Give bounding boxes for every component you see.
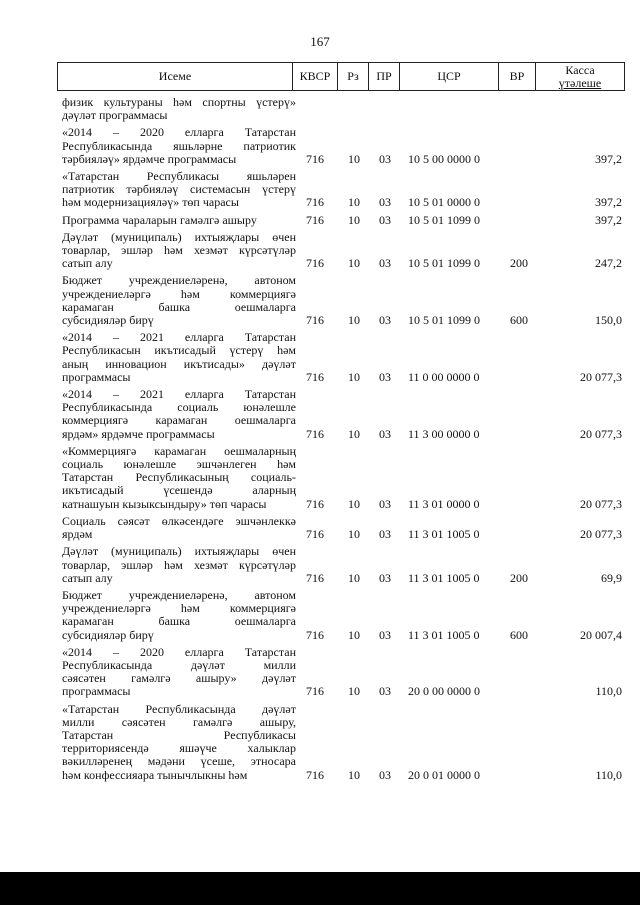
header-pr: ПР xyxy=(369,63,400,91)
cell-pr: 03 xyxy=(379,256,391,271)
row-name-line: Республикасында дәүләт милли xyxy=(62,657,296,672)
header-name: Исеме xyxy=(58,63,293,91)
cell-kassa: 20 077,3 xyxy=(580,426,622,441)
table-row xyxy=(62,331,628,384)
row-name-line: учреждениеләргә һәм коммерциягә xyxy=(62,601,296,616)
table-row xyxy=(62,589,628,642)
cell-csr: 10 5 01 1099 0 xyxy=(408,256,480,271)
cell-pr: 03 xyxy=(379,527,391,542)
cell-csr: 11 3 01 1005 0 xyxy=(408,570,480,585)
row-name-line: «Татарстан Республикасында дәүләт xyxy=(62,701,296,716)
cell-pr: 03 xyxy=(379,684,391,699)
row-name-line: Бюджет учреждениеләренә, автоном xyxy=(62,587,296,602)
row-name-line: «Татарстан Республикасы яшьләрен xyxy=(62,169,296,184)
cell-csr: 20 0 00 0000 0 xyxy=(408,684,480,699)
row-name-line: Татарстан Республикасының социаль- xyxy=(62,470,296,485)
cell-rz: 10 xyxy=(348,195,360,210)
scan-bottom-border xyxy=(0,872,640,905)
cell-kvsr: 716 xyxy=(306,627,324,642)
table-row xyxy=(62,445,628,511)
row-name-line: «2014 – 2021 елларга Татарстан xyxy=(62,387,296,402)
cell-kassa: 20 077,3 xyxy=(580,496,622,511)
cell-kassa: 110,0 xyxy=(595,767,622,782)
cell-kvsr: 716 xyxy=(306,767,324,782)
cell-csr: 10 5 01 1099 0 xyxy=(408,212,480,227)
table-body xyxy=(62,96,628,782)
row-name-line: Программа чараларын гамәлгә ашыру xyxy=(62,212,257,227)
cell-vr: 600 xyxy=(510,627,528,642)
row-name xyxy=(62,703,296,782)
row-name xyxy=(62,331,296,384)
row-name-line: территориясендә яшәүче халыклар xyxy=(62,741,296,756)
row-name-line: физик культураны һәм спортны үстерү» xyxy=(62,95,296,109)
row-name-line: Бюджет учреждениеләренә, автоном xyxy=(62,273,296,288)
row-name-line: товарлар, эшләр һәм хезмәт күрсәтүләр xyxy=(62,243,296,258)
row-name-line: «2014 – 2020 елларга Татарстан xyxy=(62,644,296,659)
cell-kvsr: 716 xyxy=(306,426,324,441)
row-name-line: социаль юнәлешле эшчәнлеген һәм xyxy=(62,457,296,472)
row-name-line: учреждениеләргә һәм коммерциягә xyxy=(62,286,296,301)
table-row xyxy=(62,703,628,782)
table-row xyxy=(62,515,628,541)
row-name-line: «2014 – 2021 елларга Татарстан xyxy=(62,330,296,345)
cell-csr: 10 5 01 1099 0 xyxy=(408,313,480,328)
row-name xyxy=(62,646,296,699)
table-row xyxy=(62,274,628,327)
row-name-line: сатып алу xyxy=(62,256,113,271)
cell-csr: 10 5 01 0000 0 xyxy=(408,195,480,210)
cell-pr: 03 xyxy=(379,570,391,585)
row-name xyxy=(62,214,296,227)
cell-csr: 11 3 01 0000 0 xyxy=(408,496,480,511)
cell-kassa: 150,0 xyxy=(595,313,622,328)
row-name xyxy=(62,274,296,327)
header-kassa-line2: үтәлеше xyxy=(558,75,602,90)
header-kassa xyxy=(536,63,625,91)
cell-pr: 03 xyxy=(379,496,391,511)
cell-kassa: 397,2 xyxy=(595,195,622,210)
row-name-line: вәкилләренең мәдәни үсеше, этносара xyxy=(62,754,296,769)
cell-kassa: 247,2 xyxy=(595,256,622,271)
row-name-line: һәм конфессияара тынычлыкны һәм xyxy=(62,767,248,782)
cell-kvsr: 716 xyxy=(306,527,324,542)
cell-kassa: 397,2 xyxy=(595,212,622,227)
cell-kvsr: 716 xyxy=(306,496,324,511)
row-name-line: программасы xyxy=(62,369,131,384)
cell-kvsr: 716 xyxy=(306,684,324,699)
table-row xyxy=(62,545,628,585)
row-name xyxy=(62,126,296,166)
row-name-line: Республикасын икътисадый үстерү һәм xyxy=(62,343,296,358)
cell-vr: 200 xyxy=(510,256,528,271)
table-row xyxy=(62,96,628,122)
row-name-line: патриотик тәрбияләү системасын үстерү xyxy=(62,182,296,197)
table-row xyxy=(62,126,628,166)
header-kvsr: КВСР xyxy=(293,63,338,91)
cell-csr: 20 0 01 0000 0 xyxy=(408,767,480,782)
row-name-line: сатып алу xyxy=(62,570,113,585)
row-name-line: карамаган башка оешмаларга xyxy=(62,614,296,629)
row-name xyxy=(62,170,296,210)
table-row xyxy=(62,231,628,271)
row-name-line: программасы xyxy=(62,684,131,699)
row-name-line: милли сәясәтен гамәлгә ашыру, xyxy=(62,714,296,729)
row-name-line: катнашуын кызыксындыру» төп чарасы xyxy=(62,496,267,511)
cell-pr: 03 xyxy=(379,212,391,227)
cell-rz: 10 xyxy=(348,313,360,328)
cell-pr: 03 xyxy=(379,767,391,782)
cell-rz: 10 xyxy=(348,627,360,642)
cell-rz: 10 xyxy=(348,527,360,542)
header-csr: ЦСР xyxy=(400,63,499,91)
cell-rz: 10 xyxy=(348,256,360,271)
cell-rz: 10 xyxy=(348,151,360,166)
cell-rz: 10 xyxy=(348,570,360,585)
row-name-line: Республикасында яшьләрне патриотик xyxy=(62,138,296,153)
cell-kassa: 20 077,3 xyxy=(580,369,622,384)
row-name-line: Дәүләт (муниципаль) ихтыяҗлары өчен xyxy=(62,544,296,559)
row-name xyxy=(62,388,296,441)
row-name-line: «2014 – 2020 елларга Татарстан xyxy=(62,125,296,140)
cell-csr: 11 0 00 0000 0 xyxy=(408,369,480,384)
cell-kassa: 110,0 xyxy=(595,684,622,699)
row-name-line: Дәүләт (муниципаль) ихтыяҗлары өчен xyxy=(62,229,296,244)
row-name xyxy=(62,231,296,271)
row-name xyxy=(62,545,296,585)
cell-kvsr: 716 xyxy=(306,570,324,585)
row-name-line: субсидияләр бирү xyxy=(62,627,154,642)
row-name-line: субсидияләр бирү xyxy=(62,313,154,328)
cell-rz: 10 xyxy=(348,767,360,782)
row-name-line: һәм модернизацияләү» төп чарасы xyxy=(62,195,239,210)
cell-kassa: 397,2 xyxy=(595,151,622,166)
row-name-line: Республикасында социаль юнәлешле xyxy=(62,400,296,415)
row-name-line: карамаган башка оешмаларга xyxy=(62,299,296,314)
row-name xyxy=(62,515,296,541)
cell-rz: 10 xyxy=(348,369,360,384)
cell-kvsr: 716 xyxy=(306,369,324,384)
header-vr: ВР xyxy=(499,63,536,91)
cell-kvsr: 716 xyxy=(306,212,324,227)
cell-rz: 10 xyxy=(348,496,360,511)
cell-pr: 03 xyxy=(379,151,391,166)
header-kassa-line1: Касса xyxy=(565,62,595,77)
table-header xyxy=(57,62,625,91)
row-name xyxy=(62,96,296,122)
row-name-line: ярдәм xyxy=(62,527,93,542)
cell-csr: 11 3 01 1005 0 xyxy=(408,527,480,542)
table-row xyxy=(62,214,628,227)
cell-pr: 03 xyxy=(379,313,391,328)
row-name-line: аның инновацион икътисады» дәүләт xyxy=(62,356,296,371)
cell-pr: 03 xyxy=(379,195,391,210)
cell-kassa: 69,9 xyxy=(601,570,622,585)
page-number: 167 xyxy=(310,34,330,49)
table-row xyxy=(62,388,628,441)
row-name-line: ярдәм» ярдәмче программасы xyxy=(62,426,215,441)
cell-rz: 10 xyxy=(348,212,360,227)
cell-kvsr: 716 xyxy=(306,195,324,210)
row-name-line: икътисадый үсешендә аларның xyxy=(62,483,296,498)
row-name xyxy=(62,445,296,511)
cell-pr: 03 xyxy=(379,369,391,384)
cell-pr: 03 xyxy=(379,627,391,642)
row-name-line: коммерциягә карамаган оешмаларга xyxy=(62,413,296,428)
cell-vr: 200 xyxy=(510,570,528,585)
table-row xyxy=(62,646,628,699)
cell-kvsr: 716 xyxy=(306,151,324,166)
row-name-line: «Коммерциягә карамаган оешмаларның xyxy=(62,443,296,458)
row-name xyxy=(62,589,296,642)
cell-csr: 11 3 01 1005 0 xyxy=(408,627,480,642)
cell-csr: 11 3 00 0000 0 xyxy=(408,426,480,441)
cell-kvsr: 716 xyxy=(306,256,324,271)
cell-vr: 600 xyxy=(510,313,528,328)
cell-pr: 03 xyxy=(379,426,391,441)
cell-rz: 10 xyxy=(348,426,360,441)
cell-kassa: 20 007,4 xyxy=(580,627,622,642)
header-rz: Рз xyxy=(338,63,369,91)
row-name-line: товарлар, эшләр һәм хезмәт күрсәтүләр xyxy=(62,557,296,572)
cell-rz: 10 xyxy=(348,684,360,699)
row-name-line: Татарстан Республикасы xyxy=(62,727,296,742)
table-row xyxy=(62,170,628,210)
row-name-line: Социаль сәясәт өлкәсендәге эшчәнлеккә xyxy=(62,513,296,528)
cell-kassa: 20 077,3 xyxy=(580,527,622,542)
row-name-line: сәясәтен гамәлгә ашыру» дәүләт xyxy=(62,671,296,686)
row-name-line: дәүләт программасы xyxy=(62,108,168,123)
cell-csr: 10 5 00 0000 0 xyxy=(408,151,480,166)
cell-kvsr: 716 xyxy=(306,313,324,328)
row-name-line: тәрбияләү» ярдәмче программасы xyxy=(62,151,237,166)
